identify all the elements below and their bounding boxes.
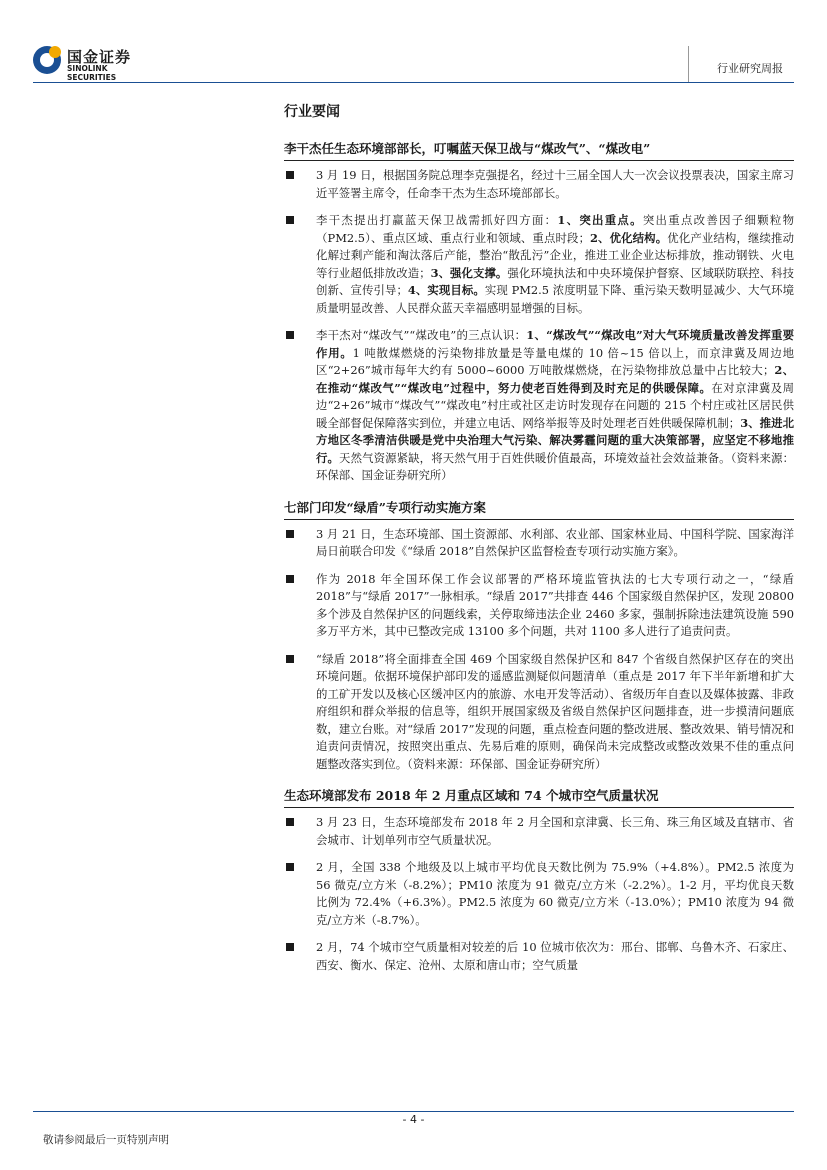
news-bullet — [284, 526, 794, 561]
bullet-text: 1 吨散煤燃烧的污染物排放量是等量电煤的 10 倍~15 倍以上，而京津冀及周边地区“2+26”城市每年大约有 5000~6000 万吨散煤燃烧，在污染物排放总量中占比较大； — [316, 345, 794, 377]
bullet-text: 李干杰对“煤改气”“煤改电”的三点认识： — [316, 328, 527, 342]
bullet-text: 实现 PM2.5 浓度明显下降、重污染天数明显减少、大气环境质量明显改善、人民群众蓝天幸福感明显增强的目标。 — [316, 283, 794, 315]
bullet-emphasis: 2、在推动“煤改气”“煤改电”过程中，努力使老百姓得到及时充足的供暖保障。 — [316, 363, 794, 395]
news-bullet — [284, 571, 794, 641]
bullet-text: 在对京津冀及周边“2+26”城市“煤改气”“煤改电”村庄或社区走访时发现存在问题的 215 个村庄或社区居民供暖全部督促保障落实到位，并建立电话、网络举报等及时处理老百姓供暖保障机制； — [316, 380, 794, 430]
bullet-square-icon — [286, 530, 294, 538]
bullet-emphasis: 3、推进北方地区冬季清洁供暖是党中央治理大气污染、解决雾霾问题的重大决策部署，应坚定不移地推行。 — [316, 415, 794, 465]
disclaimer-note: 敬请参阅最后一页特别声明 — [43, 1134, 169, 1146]
bullet-square-icon — [286, 575, 294, 583]
logo-text-en: SINOLINK SECURITIES — [67, 64, 117, 82]
bullet-text: 2 月，74 个城市空气质量相对较差的后 10 位城市依次为：邢台、邯郸、乌鲁木齐、石家庄、西安、衡水、保定、沧州、太原和唐山市；空气质量 — [316, 940, 794, 972]
page-number: - 4 - — [402, 1113, 425, 1126]
news-title: 生态环境部发布 2018 年 2 月重点区域和 74 个城市空气质量状况 — [284, 783, 794, 808]
bullet-square-icon — [286, 216, 294, 224]
news-bullet — [284, 167, 794, 202]
news-bullet — [284, 327, 794, 485]
news-bullet — [284, 939, 794, 974]
header-rule — [33, 82, 794, 83]
bullet-square-icon — [286, 818, 294, 826]
news-bullet — [284, 814, 794, 849]
news-title: 七部门印发“绿盾”专项行动实施方案 — [284, 495, 794, 520]
logo-text-cn: 国金证券 — [67, 48, 132, 66]
report-type: 行业研究周报 — [717, 62, 783, 75]
bullet-text: 作为 2018 年全国环保工作会议部署的严格环境监管执法的七大专项行动之一，“绿盾 2018”与“绿盾 2017”一脉相承。“绿盾 2017”共排查 446 个国家级自然保护区，发现 20800 多个涉及自然保护区的问题线索，关停取缔违法企业 2460 多家，强制拆除违法建筑设施 590 多万平方米，其中已整改完成 13100 多个问题，共对 1100 多人进行了追责问责。 — [316, 571, 794, 638]
bullet-square-icon — [286, 655, 294, 663]
bullet-emphasis: 1、突出重点。 — [557, 213, 643, 227]
bullet-text: 2 月，全国 338 个地级及以上城市平均优良天数比例为 75.9%（+4.8%）。PM2.5 浓度为 56 微克/立方米（-8.2%）；PM10 浓度为 91 微克/立方米（-2.2%）。1-2 月，平均优良天数比例为 72.4%（+6.3%）。PM2.5 浓度为 60 微克/立方米（-13.0%）；PM10 浓度为 94 微克/立方米（-8.7%）。 — [316, 860, 794, 927]
news-bullet — [284, 212, 794, 317]
bullet-emphasis: 4、实现目标。 — [407, 283, 485, 297]
page-header — [0, 0, 827, 86]
bullet-text: 3 月 19 日，根据国务院总理李克强提名，经过十三届全国人大一次会议投票表决，国家主席习近平签署主席令，任命李干杰为生态环境部部长。 — [316, 168, 794, 200]
bullet-text: 3 月 21 日，生态环境部、国土资源部、水利部、农业部、国家林业局、中国科学院、国家海洋局日前联合印发《“绿盾 2018”自然保护区监督检查专项行动实施方案》。 — [316, 526, 794, 558]
bullet-square-icon — [286, 943, 294, 951]
news-bullet — [284, 651, 794, 774]
bullet-text: “绿盾 2018”将全面排查全国 469 个国家级自然保护区和 847 个省级自然保护区存在的突出环境问题。依据环境保护部印发的遥感监测疑似问题清单（重点是 2017 年下半年新增和扩大的工矿开发以及核心区缓冲区内的旅游、水电开发等活动）、省级历年自查以及媒体披露、非政府组织和群众举报的信息等，组织开展国家级及省级自然保护区问题排查，进一步摸清问题底数，建立台账。对“绿盾 2017”发现的问题，重点检查问题的整改进展、整改效果、销号情况和追责问责情况，按照突出重点、先易后难的原则，确保尚未完成整改或整改效果不佳的重点问题整改落实到位。（资料来源：环保部、国金证券研究所） — [316, 651, 794, 771]
bullet-square-icon — [286, 171, 294, 179]
bullet-text: 3 月 23 日，生态环境部发布 2018 年 2 月全国和京津冀、长三角、珠三角区域及直辖市、省会城市、计划单列市空气质量状况。 — [316, 815, 794, 847]
bullet-emphasis: 1、“煤改气”“煤改电”对大气环境质量改善发挥重要作用。 — [316, 328, 794, 360]
news-title: 李干杰任生态环境部部长，叮嘱蓝天保卫战与“煤改气”、“煤改电” — [284, 136, 794, 161]
bullet-square-icon — [286, 331, 294, 339]
header-divider — [688, 46, 689, 82]
bullet-text: 突出重点改善因子细颗粒物（PM2.5）、重点区域、重点行业和领域、重点时段； — [316, 213, 794, 245]
bullet-square-icon — [286, 863, 294, 871]
bullet-text: 强化环境执法和中央环境保护督察、区域联防联控、科技创新、宣传引导； — [316, 265, 794, 297]
section-title: 行业要闻 — [284, 104, 340, 120]
main-content — [284, 96, 794, 984]
bullet-text: 优化产业结构，继续推动化解过剩产能和淘汰落后产能，整治“散乱污”企业，推进工业企业达标排放，推动钢铁、火电等行业超低排放改造； — [316, 230, 794, 280]
news-list — [284, 136, 794, 974]
company-logo — [33, 44, 153, 80]
bullet-emphasis: 3、强化支撑。 — [430, 265, 508, 280]
bullet-text: 天然气资源紧缺，将天然气用于百姓供暖价值最高，环境效益社会效益兼备。（资料来源：环保部、国金证券研究所） — [316, 450, 794, 482]
news-bullet — [284, 859, 794, 929]
logo-dot — [49, 46, 61, 58]
footer-rule — [33, 1111, 794, 1112]
bullet-emphasis: 2、优化结构。 — [589, 230, 668, 245]
bullet-text: 李干杰提出打赢蓝天保卫战需抓好四方面： — [316, 213, 558, 227]
